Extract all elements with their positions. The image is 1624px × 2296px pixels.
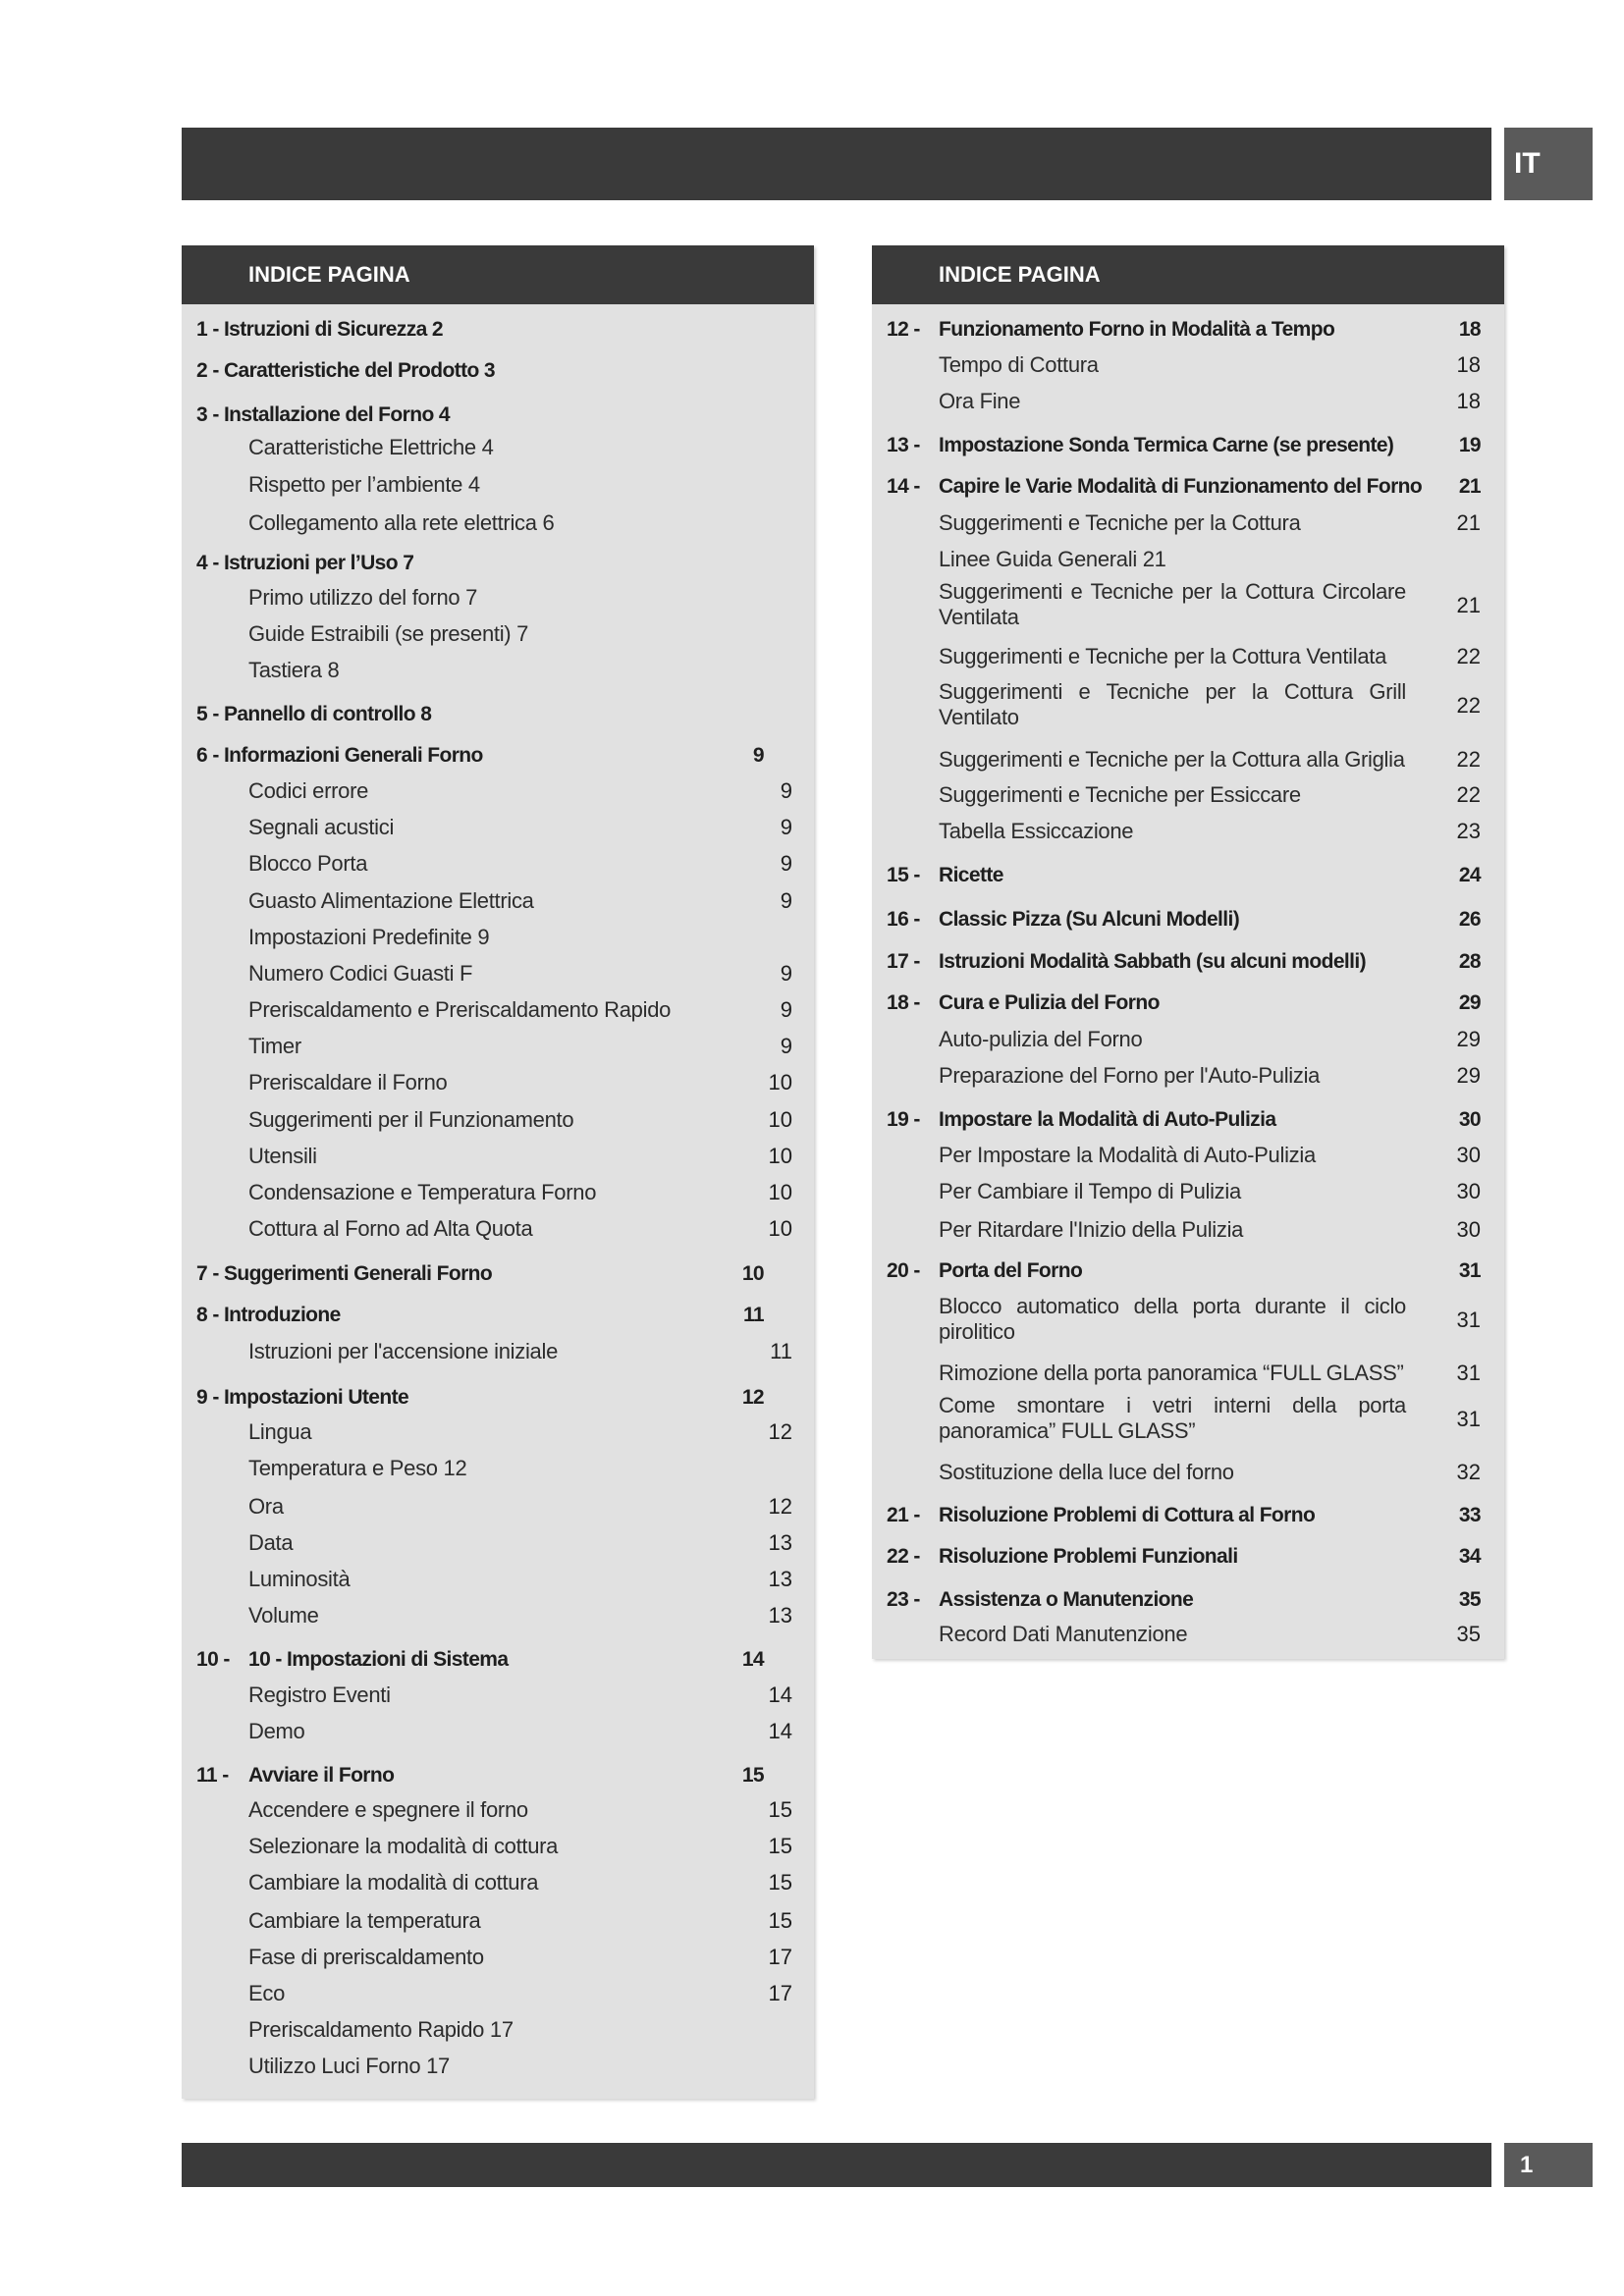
toc-entry-title: Rimozione della porta panoramica “FULL GLASS” bbox=[939, 1361, 1404, 1385]
toc-entry-title: Risoluzione Problemi di Cottura al Forno bbox=[939, 1504, 1316, 1526]
toc-entry-page: 9 bbox=[780, 1034, 792, 1058]
toc-entry-page: 10 bbox=[768, 1216, 792, 1241]
toc-entry-page: 28 bbox=[1458, 950, 1481, 973]
toc-entry-page: 32 bbox=[1456, 1460, 1481, 1484]
toc-entry-page: 29 bbox=[1456, 1063, 1481, 1088]
toc-entry-number: 23 - bbox=[887, 1588, 920, 1611]
toc-entry-title: Sostituzione della luce del forno bbox=[939, 1460, 1234, 1484]
toc-entry-page: 22 bbox=[1456, 644, 1481, 668]
toc-entry-title: Suggerimenti e Tecniche per la Cottura Ventilata bbox=[939, 644, 1387, 668]
toc-entry-title: Codici errore bbox=[248, 778, 369, 803]
toc-entry-page: 13 bbox=[768, 1530, 792, 1555]
toc-entry-title: Impostazione Sonda Termica Carne (se presente) bbox=[939, 434, 1394, 456]
toc-entry-title: Preriscaldare il Forno bbox=[248, 1070, 448, 1095]
left-index-panel bbox=[182, 245, 814, 2099]
toc-entry-page: 17 bbox=[768, 1945, 792, 1969]
toc-entry-title: Auto-pulizia del Forno bbox=[939, 1027, 1143, 1051]
toc-entry-page: 9 bbox=[780, 815, 792, 839]
toc-entry-number: 10 - bbox=[196, 1648, 230, 1671]
toc-entry-page: 15 bbox=[741, 1764, 764, 1787]
toc-entry-title: Risoluzione Problemi Funzionali bbox=[939, 1545, 1238, 1568]
toc-entry-title: Luminosità bbox=[248, 1567, 351, 1591]
toc-entry-page: 22 bbox=[1456, 747, 1481, 772]
toc-entry-title: Funzionamento Forno in Modalità a Tempo bbox=[939, 318, 1335, 341]
toc-entry-title: Lingua bbox=[248, 1419, 312, 1444]
toc-entry-page: 13 bbox=[768, 1603, 792, 1628]
toc-entry-title: Record Dati Manutenzione bbox=[939, 1622, 1188, 1646]
top-header-bar bbox=[182, 128, 1491, 200]
toc-entry-title: Primo utilizzo del forno 7 bbox=[248, 585, 478, 610]
toc-entry-page: 12 bbox=[741, 1386, 764, 1409]
toc-entry-page: 22 bbox=[1456, 782, 1481, 807]
toc-entry-page: 30 bbox=[1456, 1143, 1481, 1167]
toc-entry-title: Istruzioni per l'accensione iniziale bbox=[248, 1339, 559, 1363]
toc-entry-title: Fase di preriscaldamento bbox=[248, 1945, 484, 1969]
toc-entry-title: Come smontare i vetri interni della porta panoramica” FULL GLASS” bbox=[939, 1393, 1406, 1443]
toc-entry-title: Suggerimenti e Tecniche per la Cottura alla Griglia bbox=[939, 747, 1405, 772]
toc-entry-page: 14 bbox=[768, 1719, 792, 1743]
toc-entry-page: 10 bbox=[768, 1107, 792, 1132]
toc-entry-page: 31 bbox=[1456, 1308, 1481, 1332]
toc-entry-page: 21 bbox=[1458, 475, 1481, 498]
toc-entry-page: 12 bbox=[768, 1419, 792, 1444]
toc-entry-page: 9 bbox=[780, 997, 792, 1022]
toc-entry-page: 12 bbox=[768, 1494, 792, 1519]
toc-entry-title: Suggerimenti e Tecniche per la Cottura Grill Ventilato bbox=[939, 679, 1406, 729]
toc-entry-title: Blocco Porta bbox=[248, 851, 368, 876]
toc-entry-page: 29 bbox=[1456, 1027, 1481, 1051]
toc-entry-page: 9 bbox=[780, 961, 792, 986]
toc-entry-page: 21 bbox=[1456, 593, 1481, 617]
toc-entry-title: Eco bbox=[248, 1981, 286, 2005]
toc-entry-title: Guasto Alimentazione Elettrica bbox=[248, 888, 534, 913]
toc-entry-title: Volume bbox=[248, 1603, 319, 1628]
toc-entry-title: Cambiare la temperatura bbox=[248, 1908, 481, 1933]
toc-entry-page: 15 bbox=[768, 1834, 792, 1858]
toc-entry-title: Impostare la Modalità di Auto-Pulizia bbox=[939, 1108, 1276, 1131]
toc-entry-title: Cura e Pulizia del Forno bbox=[939, 991, 1160, 1014]
toc-entry-page: 10 bbox=[741, 1262, 764, 1285]
toc-entry-page: 30 bbox=[1456, 1179, 1481, 1203]
toc-entry-page: 19 bbox=[1458, 434, 1481, 456]
toc-entry-number: 22 - bbox=[887, 1545, 920, 1568]
toc-entry-title: Ora Fine bbox=[939, 389, 1021, 413]
toc-entry-title: Istruzioni Modalità Sabbath (su alcuni modelli) bbox=[939, 950, 1367, 973]
toc-entry-title: Suggerimenti e Tecniche per la Cottura Circolare Ventilata bbox=[939, 579, 1406, 629]
toc-entry-page: 9 bbox=[780, 778, 792, 803]
toc-entry-title: Avviare il Forno bbox=[248, 1764, 395, 1787]
toc-entry-title: Condensazione e Temperatura Forno bbox=[248, 1180, 597, 1204]
toc-entry-page: 29 bbox=[1458, 991, 1481, 1014]
toc-entry-title: Timer bbox=[248, 1034, 301, 1058]
toc-entry-page: 24 bbox=[1458, 864, 1481, 886]
toc-entry-title: Ricette bbox=[939, 864, 1003, 886]
toc-entry-title: Rispetto per l’ambiente 4 bbox=[248, 472, 480, 497]
page-number-tab: 1 bbox=[1504, 2143, 1593, 2187]
left-index-title: INDICE PAGINA bbox=[182, 245, 814, 304]
toc-entry-page: 14 bbox=[741, 1648, 764, 1671]
toc-entry-page: 10 bbox=[768, 1070, 792, 1095]
toc-entry-page: 33 bbox=[1458, 1504, 1481, 1526]
toc-entry-title: Demo bbox=[248, 1719, 305, 1743]
toc-entry-title: Linee Guida Generali 21 bbox=[939, 547, 1166, 571]
toc-entry-title: 7 - Suggerimenti Generali Forno bbox=[196, 1262, 493, 1285]
right-index-panel bbox=[872, 245, 1504, 1659]
toc-entry-title: 5 - Pannello di controllo 8 bbox=[196, 703, 432, 725]
toc-entry-title: Temperatura e Peso 12 bbox=[248, 1456, 467, 1480]
toc-entry-number: 12 - bbox=[887, 318, 920, 341]
toc-entry-title: Cambiare la modalità di cottura bbox=[248, 1870, 539, 1895]
toc-entry-title: Guide Estraibili (se presenti) 7 bbox=[248, 621, 529, 646]
language-tab: IT bbox=[1504, 128, 1593, 200]
toc-entry-title: Impostazioni Predefinite 9 bbox=[248, 925, 490, 949]
right-index-title: INDICE PAGINA bbox=[872, 245, 1504, 304]
toc-entry-title: Per Cambiare il Tempo di Pulizia bbox=[939, 1179, 1241, 1203]
toc-entry-page: 10 bbox=[768, 1144, 792, 1168]
toc-entry-page: 26 bbox=[1458, 908, 1481, 931]
toc-entry-page: 31 bbox=[1458, 1259, 1481, 1282]
toc-entry-page: 30 bbox=[1458, 1108, 1481, 1131]
toc-entry-title: 10 - Impostazioni di Sistema bbox=[248, 1648, 509, 1671]
toc-entry-number: 17 - bbox=[887, 950, 920, 973]
toc-entry-title: Preriscaldamento Rapido 17 bbox=[248, 2017, 514, 2042]
toc-entry-number: 20 - bbox=[887, 1259, 920, 1282]
toc-entry-number: 15 - bbox=[887, 864, 920, 886]
toc-entry-page: 17 bbox=[768, 1981, 792, 2005]
toc-entry-title: Utilizzo Luci Forno 17 bbox=[248, 2054, 450, 2078]
toc-entry-page: 22 bbox=[1456, 693, 1481, 718]
toc-entry-title: Preparazione del Forno per l'Auto-Pulizia bbox=[939, 1063, 1321, 1088]
toc-entry-page: 9 bbox=[780, 851, 792, 876]
toc-entry-title: Tabella Essiccazione bbox=[939, 819, 1134, 843]
toc-entry-page: 31 bbox=[1456, 1361, 1481, 1385]
toc-entry-page: 35 bbox=[1458, 1588, 1481, 1611]
toc-entry-title: Capire le Varie Modalità di Funzionamento del Forno bbox=[939, 475, 1423, 498]
toc-entry-title: 4 - Istruzioni per l’Uso 7 bbox=[196, 552, 414, 574]
toc-entry-title: Collegamento alla rete elettrica 6 bbox=[248, 510, 555, 535]
toc-entry-title: 2 - Caratteristiche del Prodotto 3 bbox=[196, 359, 496, 382]
toc-entry-title: Cottura al Forno ad Alta Quota bbox=[248, 1216, 533, 1241]
toc-entry-title: 9 - Impostazioni Utente bbox=[196, 1386, 409, 1409]
toc-entry-number: 18 - bbox=[887, 991, 920, 1014]
toc-entry-page: 14 bbox=[768, 1682, 792, 1707]
toc-entry-page: 11 bbox=[770, 1339, 792, 1363]
toc-entry-title: 3 - Installazione del Forno 4 bbox=[196, 403, 450, 426]
toc-entry-page: 34 bbox=[1458, 1545, 1481, 1568]
toc-entry-page: 15 bbox=[768, 1797, 792, 1822]
toc-entry-page: 13 bbox=[768, 1567, 792, 1591]
toc-entry-page: 35 bbox=[1456, 1622, 1481, 1646]
toc-entry-number: 14 - bbox=[887, 475, 920, 498]
toc-entry-title: Per Ritardare l'Inizio della Pulizia bbox=[939, 1217, 1244, 1242]
toc-entry-title: Accendere e spegnere il forno bbox=[248, 1797, 528, 1822]
toc-entry-number: 11 - bbox=[196, 1764, 229, 1787]
toc-entry-title: 6 - Informazioni Generali Forno bbox=[196, 744, 483, 767]
toc-entry-title: Suggerimenti per il Funzionamento bbox=[248, 1107, 574, 1132]
toc-entry-page: 21 bbox=[1456, 510, 1481, 535]
toc-entry-title: Classic Pizza (Su Alcuni Modelli) bbox=[939, 908, 1240, 931]
toc-entry-title: Utensili bbox=[248, 1144, 317, 1168]
toc-entry-title: Preriscaldamento e Preriscaldamento Rapido bbox=[248, 997, 672, 1022]
toc-entry-page: 30 bbox=[1456, 1217, 1481, 1242]
toc-entry-page: 18 bbox=[1456, 389, 1481, 413]
toc-entry-title: Numero Codici Guasti F bbox=[248, 961, 473, 986]
toc-entry-page: 10 bbox=[768, 1180, 792, 1204]
toc-entry-title: Selezionare la modalità di cottura bbox=[248, 1834, 559, 1858]
toc-entry-title: Suggerimenti e Tecniche per la Cottura bbox=[939, 510, 1301, 535]
toc-entry-title: Data bbox=[248, 1530, 294, 1555]
toc-entry-page: 15 bbox=[768, 1908, 792, 1933]
toc-entry-title: Per Impostare la Modalità di Auto-Pulizia bbox=[939, 1143, 1316, 1167]
toc-entry-page: 9 bbox=[752, 744, 764, 767]
bottom-footer-bar bbox=[182, 2143, 1491, 2187]
toc-entry-title: Tastiera 8 bbox=[248, 658, 340, 682]
toc-entry-title: Registro Eventi bbox=[248, 1682, 391, 1707]
toc-entry-title: Caratteristiche Elettriche 4 bbox=[248, 435, 494, 459]
toc-entry-page: 15 bbox=[768, 1870, 792, 1895]
toc-entry-title: Ora bbox=[248, 1494, 284, 1519]
toc-entry-title: Suggerimenti e Tecniche per Essiccare bbox=[939, 782, 1301, 807]
toc-entry-title: Assistenza o Manutenzione bbox=[939, 1588, 1194, 1611]
toc-entry-title: Porta del Forno bbox=[939, 1259, 1083, 1282]
toc-entry-title: 1 - Istruzioni di Sicurezza 2 bbox=[196, 318, 443, 341]
toc-entry-page: 23 bbox=[1456, 819, 1481, 843]
toc-entry-number: 16 - bbox=[887, 908, 920, 931]
toc-entry-title: 8 - Introduzione bbox=[196, 1304, 341, 1326]
toc-entry-page: 18 bbox=[1456, 352, 1481, 377]
toc-entry-number: 19 - bbox=[887, 1108, 920, 1131]
toc-entry-number: 13 - bbox=[887, 434, 920, 456]
toc-entry-title: Tempo di Cottura bbox=[939, 352, 1099, 377]
toc-entry-page: 18 bbox=[1458, 318, 1481, 341]
toc-entry-page: 9 bbox=[780, 888, 792, 913]
toc-entry-number: 21 - bbox=[887, 1504, 920, 1526]
toc-entry-title: Segnali acustici bbox=[248, 815, 395, 839]
toc-entry-title: Blocco automatico della porta durante il ciclo pirolitico bbox=[939, 1294, 1406, 1344]
toc-entry-page: 11 bbox=[743, 1304, 764, 1326]
toc-entry-page: 31 bbox=[1456, 1407, 1481, 1431]
